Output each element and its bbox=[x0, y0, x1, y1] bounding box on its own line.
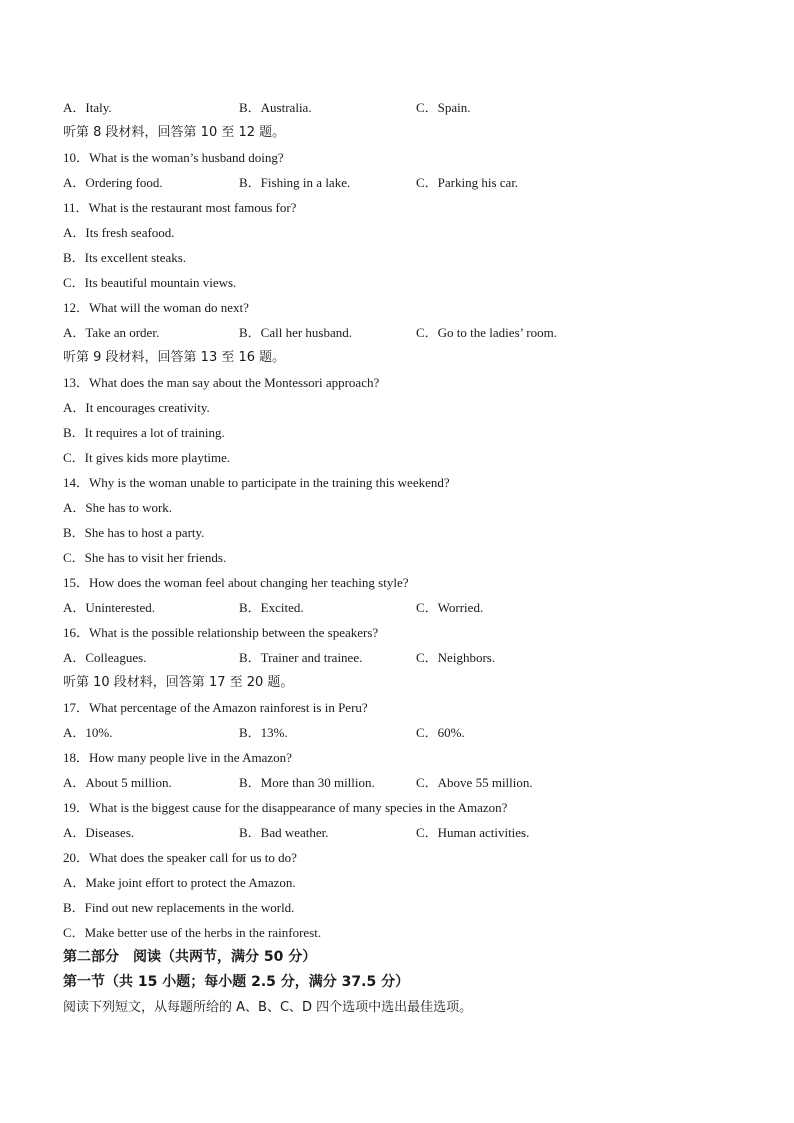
option-row bbox=[63, 820, 743, 845]
option-row bbox=[63, 770, 743, 795]
option-c: C．Neighbors. bbox=[416, 650, 496, 665]
option-c: C．60%. bbox=[416, 725, 465, 740]
question-line: B．She has to host a party. bbox=[63, 525, 205, 540]
question-line: 11．What is the restaurant most famous for? bbox=[63, 200, 297, 215]
option-a: A．10%. bbox=[63, 725, 113, 740]
question-line: 19．What is the biggest cause for the disappearance of many species in the Amazon? bbox=[63, 800, 508, 815]
option-row bbox=[63, 320, 743, 345]
question-line: 13．What does the man say about the Montessori approach? bbox=[63, 375, 380, 390]
option-row bbox=[63, 720, 743, 745]
option-b: B．Call her husband. bbox=[239, 325, 353, 340]
question-line: 14．Why is the woman unable to participate in the training this weekend? bbox=[63, 475, 450, 490]
section-instruction: 听第 8 段材料，回答第 10 至 12 题。 bbox=[63, 125, 286, 140]
option-c: C．Above 55 million. bbox=[416, 775, 533, 790]
option-b: B．Fishing in a lake. bbox=[239, 175, 351, 190]
exam-page bbox=[63, 95, 743, 1020]
question-line: C．Make better use of the herbs in the rainforest. bbox=[63, 925, 322, 940]
part-heading: 第一节（共 15 小题；每小题 2.5 分，满分 37.5 分） bbox=[63, 974, 410, 990]
question-line: 15．How does the woman feel about changing her teaching style? bbox=[63, 575, 409, 590]
question-line: 17．What percentage of the Amazon rainforest is in Peru? bbox=[63, 700, 368, 715]
option-c: C．Spain. bbox=[416, 100, 471, 115]
option-row bbox=[63, 595, 743, 620]
option-a: A．About 5 million. bbox=[63, 775, 172, 790]
option-c: C．Parking his car. bbox=[416, 175, 519, 190]
section-instruction: 听第 9 段材料，回答第 13 至 16 题。 bbox=[63, 350, 286, 365]
question-line: 20．What does the speaker call for us to do? bbox=[63, 850, 297, 865]
option-row bbox=[63, 170, 743, 195]
option-b: B．Trainer and trainee. bbox=[239, 650, 363, 665]
question-line: C．She has to visit her friends. bbox=[63, 550, 227, 565]
question-line: 10．What is the woman’s husband doing? bbox=[63, 150, 284, 165]
reading-instruction: 阅读下列短文，从每题所给的 A、B、C、D 四个选项中选出最佳选项。 bbox=[63, 1000, 473, 1015]
question-line: B．Find out new replacements in the world. bbox=[63, 900, 295, 915]
option-b: B．Australia. bbox=[239, 100, 312, 115]
question-line: 12．What will the woman do next? bbox=[63, 300, 249, 315]
option-a: A．Uninterested. bbox=[63, 600, 156, 615]
option-b: B．Excited. bbox=[239, 600, 304, 615]
option-b: B．13%. bbox=[239, 725, 288, 740]
question-line: C．Its beautiful mountain views. bbox=[63, 275, 237, 290]
option-a: A．Italy. bbox=[63, 100, 112, 115]
option-a: A．Take an order. bbox=[63, 325, 160, 340]
option-c: C．Worried. bbox=[416, 600, 484, 615]
option-b: B．Bad weather. bbox=[239, 825, 329, 840]
question-line: B．It requires a lot of training. bbox=[63, 425, 225, 440]
option-row bbox=[63, 645, 743, 670]
option-a: A．Colleagues. bbox=[63, 650, 147, 665]
question-line: A．It encourages creativity. bbox=[63, 400, 210, 415]
question-line: C．It gives kids more playtime. bbox=[63, 450, 231, 465]
question-line: A．Its fresh seafood. bbox=[63, 225, 175, 240]
option-row bbox=[63, 95, 743, 120]
option-a: A．Ordering food. bbox=[63, 175, 163, 190]
option-b: B．More than 30 million. bbox=[239, 775, 375, 790]
question-line: A．She has to work. bbox=[63, 500, 173, 515]
question-line: A．Make joint effort to protect the Amazon. bbox=[63, 875, 296, 890]
question-line: 18．How many people live in the Amazon? bbox=[63, 750, 292, 765]
option-a: A．Diseases. bbox=[63, 825, 135, 840]
option-c: C．Human activities. bbox=[416, 825, 530, 840]
section-instruction: 听第 10 段材料，回答第 17 至 20 题。 bbox=[63, 675, 294, 690]
question-line: 16．What is the possible relationship between the speakers? bbox=[63, 625, 379, 640]
option-c: C．Go to the ladies’ room. bbox=[416, 325, 557, 340]
question-line: B．Its excellent steaks. bbox=[63, 250, 187, 265]
part-heading: 第二部分 阅读（共两节，满分 50 分） bbox=[63, 949, 317, 965]
